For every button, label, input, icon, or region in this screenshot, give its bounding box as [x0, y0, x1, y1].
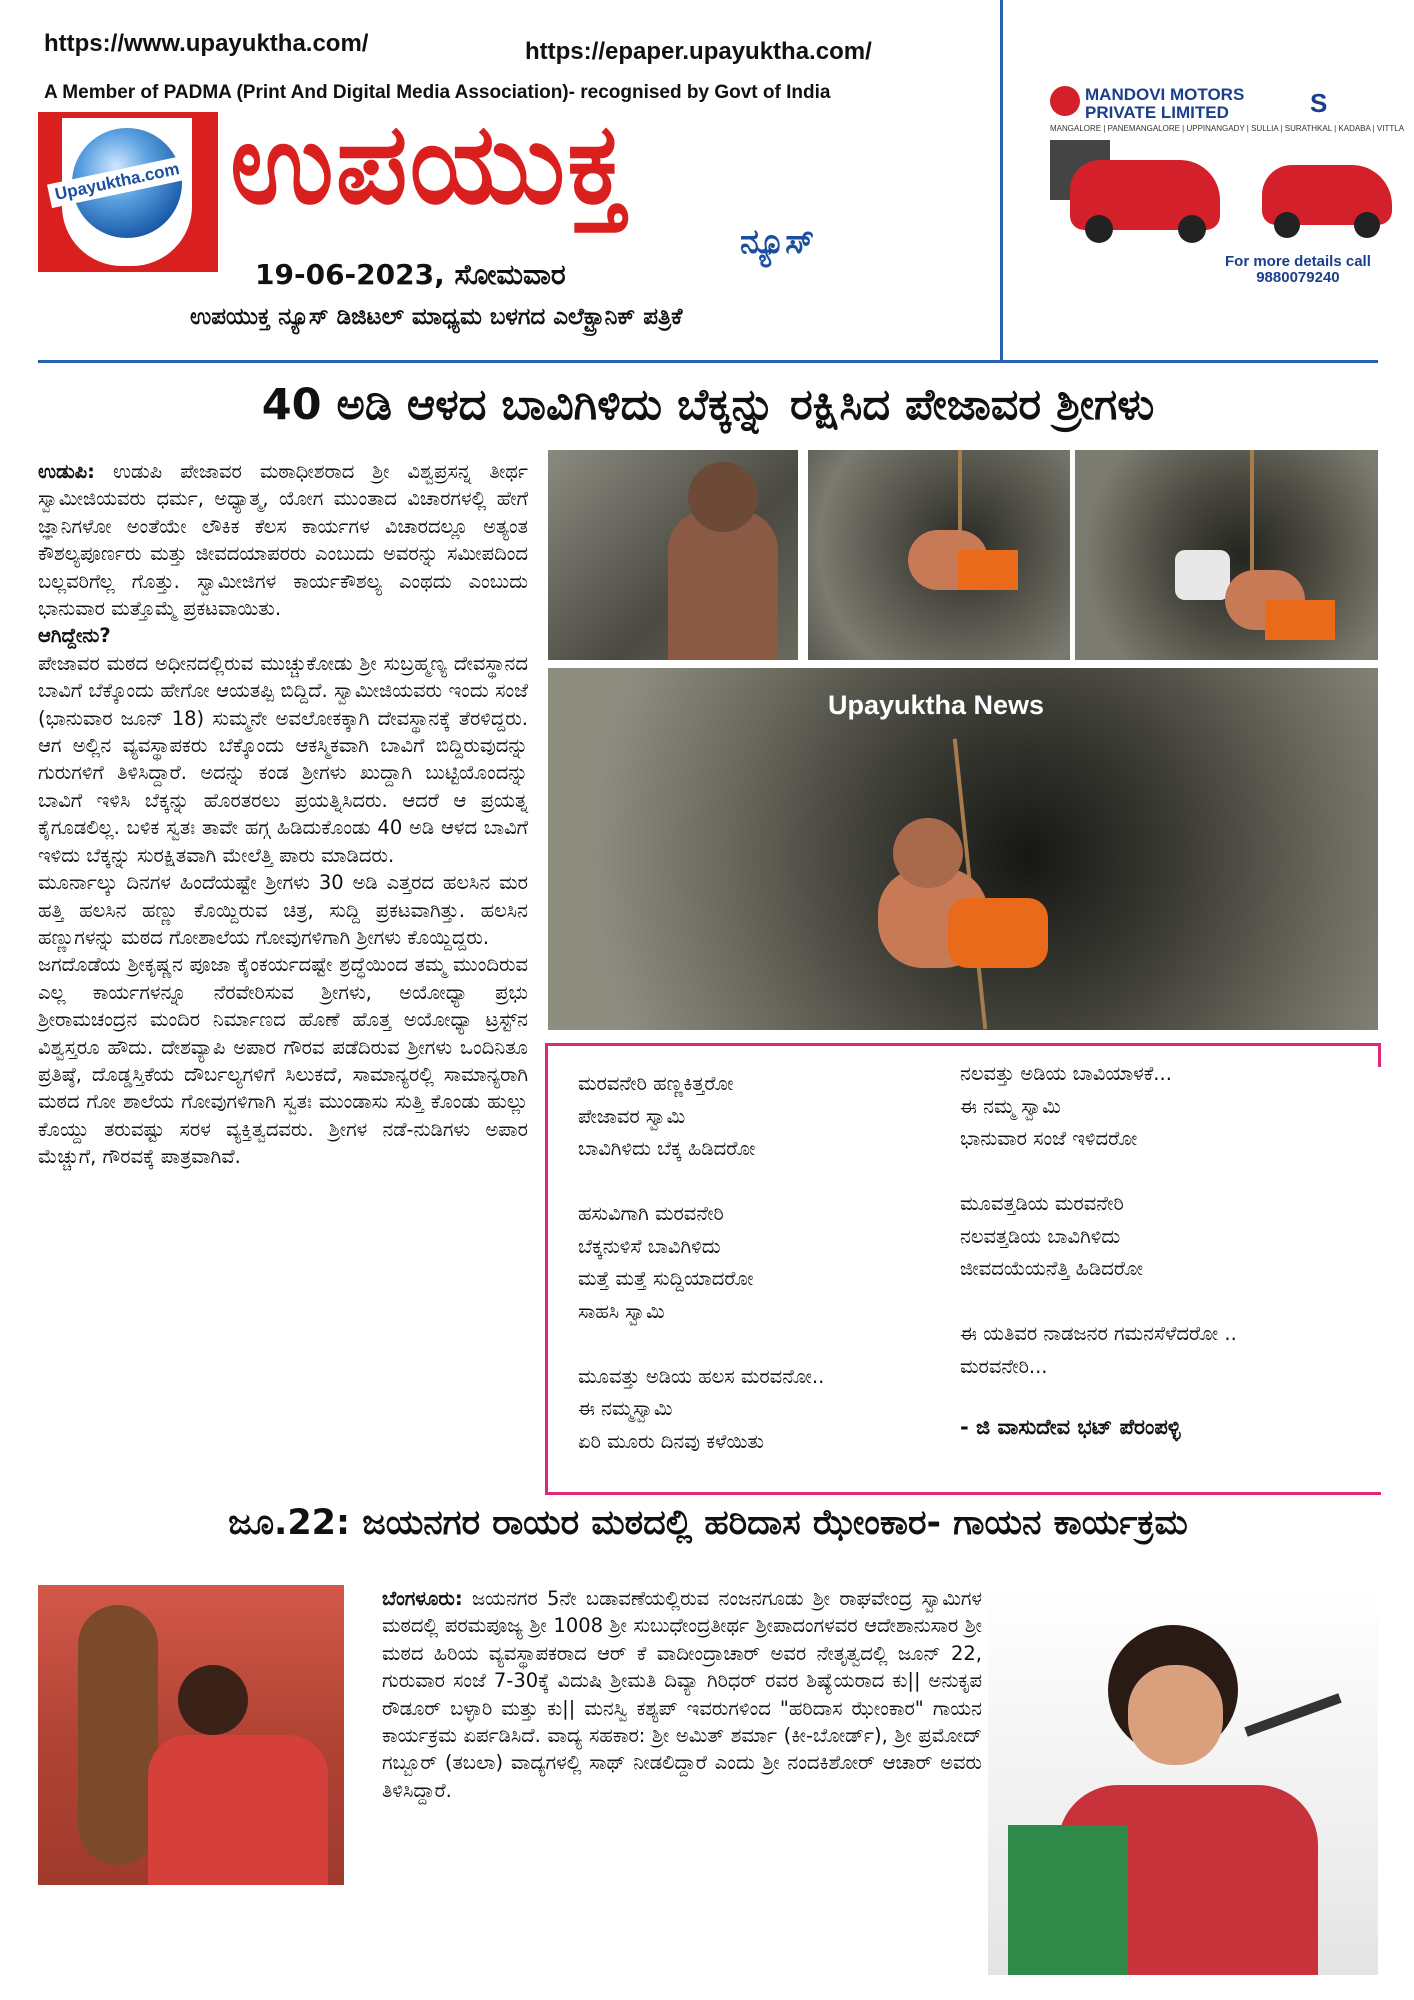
photo-swamiji-rope — [548, 450, 798, 660]
orange-cloth — [1265, 600, 1335, 640]
article1-dateline: ಉಡುಪಿ: — [38, 460, 95, 483]
microphone-icon — [1244, 1693, 1341, 1737]
masthead-title: ಉಪಯುಕ್ತ — [230, 99, 629, 229]
mandovi-logo-icon — [1050, 86, 1080, 116]
ad-brand — [1085, 86, 1244, 122]
poem-column-2: ನಲವತ್ತು ಅಡಿಯ ಬಾವಿಯಾಳಕೆ... ಈ ನಮ್ಮ ಸ್ವಾಮಿ ಭಾನುವಾರ ಸಂಜೆ ಇಳಿದರೋ ಮೂವತ್ತಡಿಯ ಮರವನೇರಿ ನಲವತ್ತಡಿಯ ಬಾವಿಗಿಳಿದು ಜೀವದಯೆಯನೆತ್ತಿ ಹಿಡಿದರೋ ಈ ಯತಿವರ ನಾಡಜನರ ಗಮನಸೆಳೆದರೋ .. ಮರವನೇರಿ... — [960, 1062, 1237, 1378]
photo-singer-mic — [988, 1585, 1378, 1975]
masthead-subtitle: ನ್ಯೂಸ್ — [740, 222, 815, 262]
poem-credit: - ಜಿ ವಾಸುದೇವ ಭಟ್ ಪೆರಂಪಳ್ಳಿ — [960, 1415, 1181, 1439]
figure-body — [668, 510, 778, 660]
orange-cloth — [948, 898, 1048, 968]
car-wheel-icon — [1274, 212, 1300, 238]
suzuki-logo-icon: S — [1310, 88, 1328, 118]
saree — [148, 1735, 328, 1885]
article1-body — [38, 458, 528, 1171]
ad-phone: 9880079240 — [1256, 269, 1340, 286]
photo-well-main — [548, 668, 1378, 1030]
ad-brand-line2: PRIVATE LIMITED — [1085, 103, 1229, 122]
issue-date: 19-06-2023, ಸೋಮವಾರ — [255, 258, 566, 291]
veena-instrument — [78, 1605, 158, 1865]
rope — [1250, 450, 1254, 590]
figure-head — [688, 462, 758, 532]
article1-p1: ಉಡುಪಿ ಪೇಜಾವರ ಮಠಾಧೀಶರಾದ ಶ್ರೀ ವಿಶ್ವಪ್ರಸನ್ನ ತೀರ್ಥ ಸ್ವಾಮೀಜಿಯವರು ಧರ್ಮ, ಅಧ್ಯಾತ್ಮ, ಯೋಗ ಮುಂತಾದ ವಿಚಾರಗಳಲ್ಲಿ ಹೇಗೆ ಜ್ಞಾನಿಗಳೋ ಅಂತೆಯೇ ಲೌಕಿಕ ಕೆಲಸ ಕಾರ್ಯಗಳ ವಿಚಾರದಲ್ಲೂ ಅತ್ಯಂತ ಕೌಶಲ್ಯಪೂರ್ಣರು ಮತ್ತು ಜೀವದಯಾಪರರು ಎಂಬುದು ಅವರನ್ನು ಸಮೀಪದಿಂದ ಬಲ್ಲವರಿಗೆಲ್ಲ ಗೊತ್ತು. ಸ್ವಾಮೀಜಿಗಳ ಕಾರ್ಯಕೌಶಲ್ಯ ಎಂಥದು ಎಂಬುದು ಭಾನುವಾರ ಮತ್ತೊಮ್ಮೆ ಪ್ರಕಟವಾಯಿತು. — [38, 460, 529, 621]
article1-p2: ಪೇಜಾವರ ಮಠದ ಅಧೀನದಲ್ಲಿರುವ ಮುಚ್ಚುಕೋಡು ಶ್ರೀ ಸುಬ್ರಹ್ಮಣ್ಯ ದೇವಸ್ಥಾನದ ಬಾವಿಗೆ ಬೆಕ್ಕೊಂದು ಹೇಗೋ ಆಯತಪ್ಪಿ ಬಿದ್ದಿದೆ. ಸ್ವಾಮೀಜಿಯವರು ಇಂದು ಸಂಜೆ (ಭಾನುವಾರ ಜೂನ್ 18) ಸುಮ್ಮನೇ ಅವಲೋಕಕ್ಕಾಗಿ ದೇವಸ್ಥಾನಕ್ಕೆ ತೆರಳಿದ್ದರು. ಆಗ ಅಲ್ಲಿನ ವ್ಯವಸ್ಥಾಪಕರು ಬೆಕ್ಕೊಂದು ಆಕಸ್ಮಿಕವಾಗಿ ಬಾವಿಗೆ ಬಿದ್ದಿರುವುದನ್ನು ಗುರುಗಳಿಗೆ ತಿಳಿಸಿದ್ದಾರೆ. ಅದನ್ನು ಕಂಡ ಶ್ರೀಗಳು ಖುದ್ದಾಗಿ ಬುಟ್ಟಿಯೊಂದನ್ನು ಬಾವಿಗೆ ಇಳಿಸಿ ಬೆಕ್ಕನ್ನು ಹೊರತರಲು ಪ್ರಯತ್ನಿಸಿದರು. ಆದರೆ ಆ ಪ್ರಯತ್ನ ಕೈಗೂಡಲಿಲ್ಲ. ಬಳಿಕ ಸ್ವತಃ ತಾವೇ ಹಗ್ಗ ಹಿಡಿದುಕೊಂಡು 40 ಅಡಿ ಆಳದ ಬಾವಿಗೆ ಇಳಿದು ಬೆಕ್ಕನ್ನು ಸುರಕ್ಷಿತವಾಗಿ ಮೇಲೆತ್ತಿ ಪಾರು ಮಾಡಿದರು. — [38, 651, 528, 867]
car-wheel-icon — [1085, 215, 1113, 243]
article2-body — [382, 1585, 982, 1804]
article2-dateline: ಬೆಂಗಳೂರು: — [382, 1587, 463, 1610]
cat — [1175, 550, 1230, 600]
tagline: ಉಪಯುಕ್ತ ನ್ಯೂಸ್ ಡಿಜಿಟಲ್ ಮಾಧ್ಯಮ ಬಳಗದ ಎಲೆಕ್ಟ್ರಾನಿಕ್ ಪತ್ರಿಕೆ — [190, 304, 683, 330]
article1-subhead: ಆಗಿದ್ದೇನು? — [38, 624, 111, 648]
ad-cta-line1: For more details call — [1225, 253, 1371, 270]
ad-locations: MANGALORE | PANEMANGALORE | UPPINANGADY | SULLIA | SURATHKAL | KADABA | VITTLA — [1050, 124, 1405, 133]
poem-box-corner — [1378, 1043, 1381, 1067]
article1-headline: 40 ಅಡಿ ಆಳದ ಬಾವಿಗಿಳಿದು ಬೆಕ್ಕನ್ನು ರಕ್ಷಿಸಿದ ಪೇಜಾವರ ಶ್ರೀಗಳು — [261, 380, 1155, 430]
figure-head — [178, 1665, 248, 1735]
ad-call-to-action[interactable] — [1225, 254, 1371, 286]
website-url[interactable]: https://www.upayuktha.com/ — [44, 30, 369, 57]
figure-face — [1128, 1665, 1223, 1765]
green-saree — [1008, 1825, 1128, 1975]
header-divider-vertical — [1000, 0, 1003, 360]
photo-watermark: Upayuktha News — [828, 690, 1045, 720]
ad-brand-line1: MANDOVI MOTORS — [1085, 85, 1245, 104]
photo-singer-veena — [38, 1585, 344, 1885]
photo-holding-cat — [1075, 450, 1378, 660]
car-wheel-icon — [1354, 212, 1380, 238]
article1-p3: ಮೂರ್ನಾಲ್ಕು ದಿನಗಳ ಹಿಂದೆಯಷ್ಟೇ ಶ್ರೀಗಳು 30 ಅಡಿ ಎತ್ತರದ ಹಲಸಿನ ಮರ ಹತ್ತಿ ಹಲಸಿನ ಹಣ್ಣು ಕೊಯ್ದಿರುವ ಚಿತ್ರ, ಸುದ್ದಿ ಪ್ರಕಟವಾಗಿತ್ತು. ಹಲಸಿನ ಹಣ್ಣುಗಳನ್ನು ಮಠದ ಗೋಶಾಲೆಯ ಗೋವುಗಳಿಗಾಗಿ ಶ್ರೀಗಳು ಕೊಯ್ದಿದ್ದರು. — [38, 871, 528, 949]
car-wheel-icon — [1178, 215, 1206, 243]
article1-p4: ಜಗದೊಡೆಯ ಶ್ರೀಕೃಷ್ಣನ ಪೂಜಾ ಕೈಂಕರ್ಯದಷ್ಟೇ ಶ್ರದ್ಧೆಯಿಂದ ತಮ್ಮ ಮುಂದಿರುವ ಎಲ್ಲ ಕಾರ್ಯಗಳನ್ನೂ ನೆರವೇರಿಸುವ ಶ್ರೀಗಳು, ಅಯೋಧ್ಯಾ ಪ್ರಭು ಶ್ರೀರಾಮಚಂದ್ರನ ಮಂದಿರ ನಿರ್ಮಾಣದ ಹೊಣೆ ಹೊತ್ತ ಅಯೋಧ್ಯಾ ಟ್ರಸ್ಟ್‌ನ ವಿಶ್ವಸ್ತರೂ ಹೌದು. ದೇಶವ್ಯಾಪಿ ಅಪಾರ ಗೌರವ ಪಡೆದಿರುವ ಶ್ರೀಗಳು ಒಂದಿನಿತೂ ಪ್ರತಿಷ್ಠೆ, ದೊಡ್ಡಸ್ತಿಕೆಯ ದೌರ್ಬಲ್ಯಗಳಿಗೆ ಸಿಲುಕದೆ, ಸಾಮಾನ್ಯರಲ್ಲಿ ಸಾಮಾನ್ಯರಾಗಿ ಮಠದ ಗೋ ಶಾಲೆಯ ಗೋವುಗಳಿಗಾಗಿ ಸ್ವತಃ ಮುಂಡಾಸು ಸುತ್ತಿ ಕೊಂಡು ಹುಲ್ಲು ಕೊಯ್ದು ತರುವಷ್ಟು ಸರಳ ವ್ಯಕ್ತಿತ್ವದವರು. ಶ್ರೀಗಳ ನಡೆ-ನುಡಿಗಳು ಅಪಾರ ಮೆಚ್ಚುಗೆ, ಗೌರವಕ್ಕೆ ಪಾತ್ರವಾಗಿವೆ. — [38, 953, 528, 1169]
article2-text: ಜಯನಗರ 5ನೇ ಬಡಾವಣೆಯಲ್ಲಿರುವ ನಂಜನಗೂಡು ಶ್ರೀ ರಾಘವೇಂದ್ರ ಸ್ವಾಮಿಗಳ ಮಠದಲ್ಲಿ ಪರಮಪೂಜ್ಯ ಶ್ರೀ 1008 ಶ್ರೀ ಸುಬುಧೇಂದ್ರತೀರ್ಥ ಶ್ರೀಪಾದಂಗಳವರ ಆದೇಶಾನುಸಾರ ಶ್ರೀ ಮಠದ ಹಿರಿಯ ವ್ಯವಸ್ಥಾಪಕರಾದ ಆರ್ ಕೆ ವಾದೀಂದ್ರಾಚಾರ್ ಅವರ ನೇತೃತ್ವದಲ್ಲಿ ಜೂನ್ 22, ಗುರುವಾರ ಸಂಜೆ 7-30ಕ್ಕೆ ವಿದುಷಿ ಶ್ರೀಮತಿ ದಿವ್ಯಾ ಗಿರಿಧರ್ ರವರ ಶಿಷ್ಯೆಯರಾದ ಕು|| ಅನುಕೃಪ ರೌಡೂರ್ ಬಳ್ಳಾರಿ ಮತ್ತು ಕು|| ಮನಸ್ವಿ ಕಶ್ಯಪ್ ಇವರುಗಳಿಂದ "ಹರಿದಾಸ ಝೇಂಕಾರ" ಗಾಯನ ಕಾರ್ಯಕ್ರಮ ಏರ್ಪಡಿಸಿದೆ. ವಾದ್ಯ ಸಹಕಾರ: ಶ್ರೀ ಅಮಿತ್ ಶರ್ಮಾ (ಕೀ-ಬೋರ್ಡ್), ಶ್ರೀ ಪ್ರಮೋದ್ ಗಬ್ಬೂರ್ (ತಬಲಾ) ವಾದ್ಯಗಳಲ್ಲಿ ಸಾಥ್ ನೀಡಲಿದ್ದಾರೆ ಎಂದು ಶ್ರೀ ನಂದಕಿಶೋರ್ ಆಚಾರ್ ಅವರು ತಿಳಿಸಿದ್ದಾರೆ. — [382, 1587, 982, 1802]
logo-tag: Upayuktha.com — [47, 156, 188, 208]
photo-well-descent — [808, 450, 1070, 660]
orange-cloth — [958, 550, 1018, 590]
header-divider-horizontal — [38, 360, 1378, 363]
member-line: A Member of PADMA (Print And Digital Media Association)- recognised by Govt of India — [44, 82, 831, 103]
article1-paragraph — [38, 458, 528, 622]
epaper-url[interactable]: https://epaper.upayuktha.com/ — [525, 38, 872, 65]
poem-column-1: ಮರವನೇರಿ ಹಣ್ಣಕಿತ್ತರೋ ಪೇಜಾವರ ಸ್ವಾಮಿ ಬಾವಿಗಿಳಿದು ಬೆಕ್ಕ ಹಿಡಿದರೋ ಹಸುವಿಗಾಗಿ ಮರವನೇರಿ ಬೆಕ್ಕನುಳಿಸೆ ಬಾವಿಗಿಳಿದು ಮತ್ತೆ ಮತ್ತೆ ಸುದ್ದಿಯಾದರೋ ಸಾಹಸಿ ಸ್ವಾಮಿ ಮೂವತ್ತು ಅಡಿಯ ಹಲಸ ಮರವನೋ.. ಈ ನಮ್ಮಸ್ವಾಮಿ ಏರಿ ಮೂರು ದಿನವು ಕಳೆಯಿತು — [578, 1072, 825, 1453]
figure-head — [893, 818, 963, 888]
article2-headline: ಜೂ.22: ಜಯನಗರ ರಾಯರ ಮಠದಲ್ಲಿ ಹರಿದಾಸ ಝೇಂಕಾರ- ಗಾಯನ ಕಾರ್ಯಕ್ರಮ — [228, 1503, 1188, 1543]
